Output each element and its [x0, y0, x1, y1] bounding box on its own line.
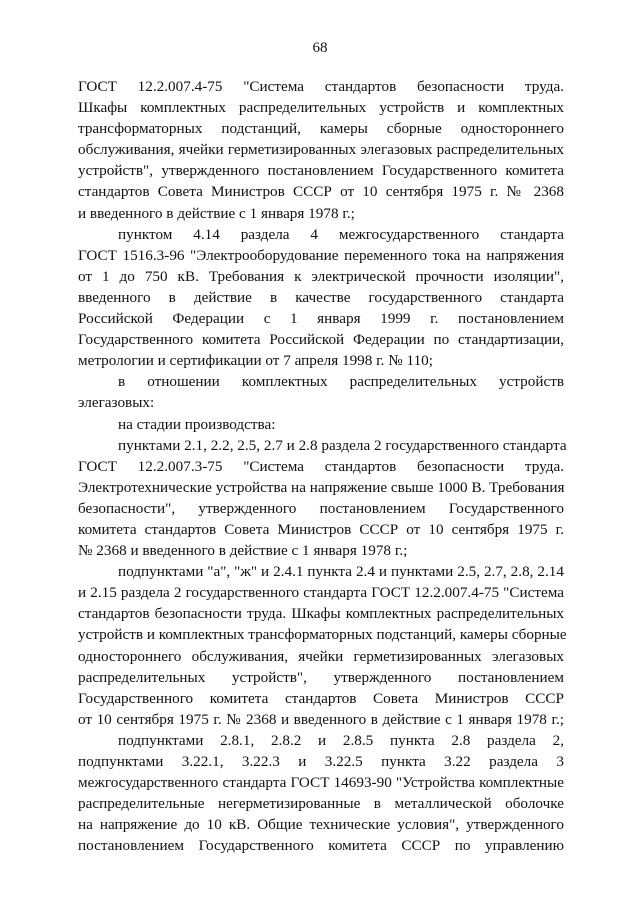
- text-line: межгосударственного стандарта ГОСТ 14693-90 "Устройства комплектные: [78, 774, 564, 792]
- text-line: устройств и комплектных трансформаторных подстанций, камеры сборные: [78, 626, 567, 644]
- text-line: пунктом 4.14 раздела 4 межгосударственного стандарта: [118, 225, 564, 243]
- text-line: ГОСТ 12.2.007.4-75 "Система стандартов безопасности труда.: [78, 78, 564, 95]
- text-line: одностороннего обслуживания, ячейки герметизированных элегазовых: [78, 647, 564, 665]
- text-line: Электротехнические устройства на напряжение свыше 1000 В. Требования: [78, 478, 565, 496]
- text-line: введенного в действие в качестве государственного стандарта: [78, 288, 564, 306]
- document-body: [78, 76, 567, 856]
- text-line: элегазовых:: [78, 394, 155, 412]
- text-line: от 1 до 750 кВ. Требования к электрической прочности изоляции",: [78, 267, 564, 285]
- text-line: постановлением Государственного комитета СССР по управлению: [78, 837, 564, 855]
- text-line: пунктами 2.1, 2.2, 2.5, 2.7 и 2.8 раздела 2 государственного стандарта: [118, 436, 567, 454]
- text-line: на напряжение до 10 кВ. Общие технические условия", утвержденного: [78, 816, 564, 834]
- text-line: на стадии производства:: [118, 415, 276, 433]
- text-line: № 2368 и введенного в действие с 1 января 1978 г.;: [78, 542, 408, 560]
- text-line: Шкафы комплектных распределительных устройств и комплектных: [78, 99, 564, 117]
- text-line: распределительных устройств", утвержденного постановлением: [78, 668, 564, 686]
- text-line: подпунктами "а", "ж" и 2.4.1 пункта 2.4 и пунктами 2.5, 2.7, 2.8, 2.14: [118, 563, 564, 581]
- text-line: подпунктами 3.22.1, 3.22.3 и 3.22.5 пункта 3.22 раздела 3: [78, 753, 564, 770]
- text-line: обслуживания, ячейки герметизированных элегазовых распределительных: [78, 141, 564, 159]
- text-line: в отношении комплектных распределительных устройств: [118, 373, 564, 391]
- text-line: стандартов Совета Министров СССР от 10 сентября 1975 г. № 2368: [78, 183, 564, 201]
- text-line: подпунктами 2.8.1, 2.8.2 и 2.8.5 пункта 2.8 раздела 2,: [118, 731, 564, 749]
- text-line: Российской Федерации с 1 января 1999 г. постановлением: [78, 310, 564, 328]
- text-line: ГОСТ 12.2.007.3-75 "Система стандартов безопасности труда.: [78, 457, 564, 475]
- text-line: комитета стандартов Совета Министров СССР от 10 сентября 1975 г.: [78, 520, 564, 538]
- text-line: ГОСТ 1516.3-96 "Электрооборудование переменного тока на напряжения: [78, 246, 564, 264]
- text-line: от 10 сентября 1975 г. № 2368 и введенного в действие с 1 января 1978 г.;: [78, 710, 564, 728]
- text-line: Государственного комитета стандартов Совета Министров СССР: [78, 689, 564, 707]
- text-line: устройств", утвержденного постановлением Государственного комитета: [78, 162, 564, 180]
- text-line: безопасности", утвержденного постановлением Государственного: [78, 499, 564, 517]
- text-line: распределительные негерметизированные в металлической оболочке: [78, 795, 564, 813]
- text-line: Государственного комитета Российской Федерации по стандартизации,: [78, 331, 564, 349]
- page-number: 68: [312, 40, 328, 56]
- text-line: метрологии и сертификации от 7 апреля 1998 г. № 110;: [78, 352, 433, 370]
- text-line: трансформаторных подстанций, камеры сборные одностороннего: [78, 120, 564, 138]
- text-line: стандартов безопасности труда. Шкафы комплектных распределительных: [78, 605, 564, 623]
- text-line: и введенного в действие с 1 января 1978 г.;: [78, 204, 355, 222]
- text-line: и 2.15 раздела 2 государственного стандарта ГОСТ 12.2.007.4-75 "Система: [78, 584, 564, 602]
